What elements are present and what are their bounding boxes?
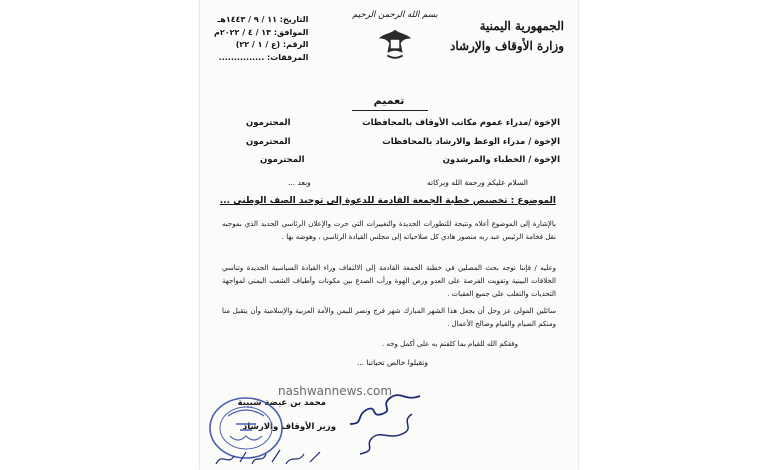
signatory-title: وزير الأوقاف والارشاد (242, 422, 336, 432)
handwritten-date (210, 446, 330, 470)
body-paragraph-1: بالإشارة إلى الموضوع أعلاه ونتيجة للتطورات الجديدة والتغييرات التي جرت والإعلان الرئاسي الجديد الذي بموجبه نقل فخامة الرئيس عبد ربه منصور هادي كل صلاحياته إلى مجلس القيادة الرئاسي ، وهوضه بها . (222, 220, 556, 241)
addressee-3: الإخوة / الخطباء والمرشدون (442, 155, 560, 165)
country-name: الجمهورية اليمنية (479, 19, 564, 33)
subject-line: الموضوع : تخصيص خطبة الجمعة القادمة للدعوة إلى توحيد الصف الوطني ... (219, 196, 556, 206)
body-paragraph-4: وفقكم الله للقيام بما كلفتم به على أكمل وجه . (382, 340, 518, 348)
date-hijri: التاريخ: ١١ / ٩ / ١٤٤٣هـ (217, 15, 309, 24)
signature-scribble (320, 384, 440, 470)
site-watermark: nashwannews.com (278, 384, 393, 398)
title-underline (352, 110, 428, 111)
addressee-2-respect: المحترمون (246, 137, 291, 147)
signatory-name: محمد بن عيضة شبيبة (237, 398, 326, 408)
body-paragraph-2: وعليه / فإننا نوجه بحث المصلين في خطبة الجمعة القادمة إلى الالتفاف وراء القيادة السياسية الجديدة وتناسي الخلافات البينية وتفويت الفرصة على العدو ورص الهوة ورأب الصدع بين مكونات وأطياف الشعب اليمني لمواجهة التحديات والتغلب على جميع العقبات . (222, 264, 556, 298)
letterhead-block (450, 16, 564, 56)
eagle-emblem-icon (376, 26, 414, 64)
reference-number: الرقم: (ع / ١ / ٢٢) (235, 40, 309, 49)
greeting-after: وبعد ... (288, 178, 311, 187)
addressee-3-respect: المحترمون (260, 155, 305, 165)
addressee-2: الإخوة / مدراء الوعظ والارشاد بالمحافظات (382, 137, 560, 147)
meta-block (214, 14, 308, 64)
closing-line: وتقبلوا خالص تحياتنا ... (356, 358, 428, 367)
document-title: تعميم (373, 94, 405, 107)
date-gregorian: الموافق: ١٣ / ٤ / ٢٠٢٢م (214, 27, 309, 37)
ministry-name: وزارة الأوقاف والإرشاد (450, 39, 564, 53)
greeting: السلام عليكم ورحمة الله وبركاته (427, 178, 528, 187)
addressee-1-respect: المحترمون (246, 118, 291, 128)
addressee-1: الإخوة /مدراء عموم مكاتب الأوقاف بالمحافظات (362, 118, 560, 128)
body-paragraph-3: سائلين المولى عز وجل أن يجعل هذا الشهر المبارك شهر فرج ونصر لليمن والأمة العربية والإسلامية وأن يتقبل منا ومنكم الصيام والقيام وصالح الأعمال . (222, 307, 556, 328)
letter-document (200, 0, 578, 470)
attachments: المرفقات: ............... (218, 52, 309, 62)
basmala-script: بسم الله الرحمن الرحيم (352, 10, 438, 20)
